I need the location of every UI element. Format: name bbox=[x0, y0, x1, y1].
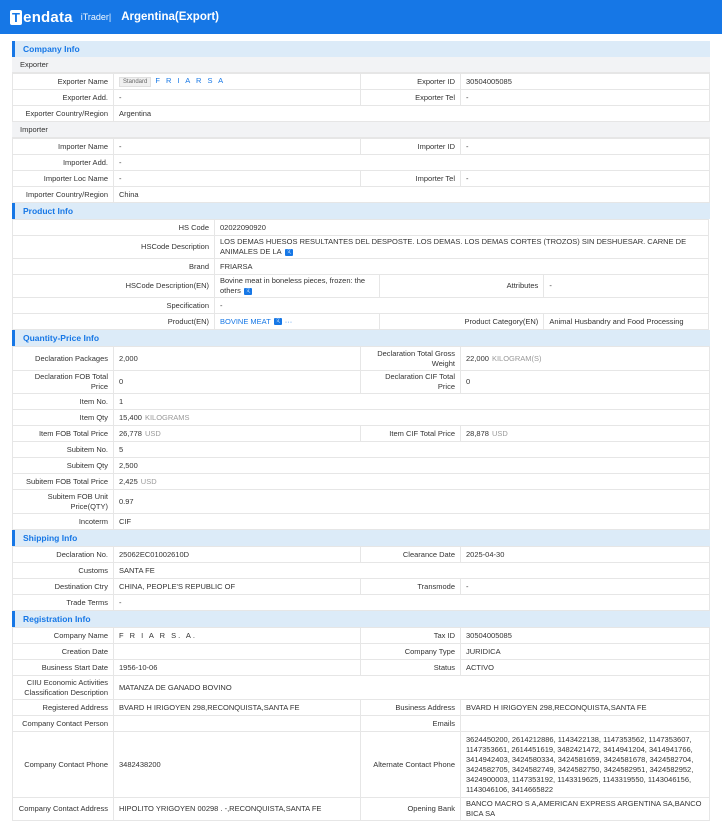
shipping-table bbox=[12, 546, 710, 611]
exporter-add: - bbox=[114, 90, 361, 106]
reg-addr: BVARD H IRIGOYEN 298,RECONQUISTA,SANTA FE bbox=[114, 700, 361, 716]
category-label: Product Category(EN) bbox=[379, 314, 544, 330]
decl-fob-label: Declaration FOB Total Price bbox=[13, 371, 114, 394]
dest-label: Destination Ctry bbox=[13, 579, 114, 595]
item-fob-unit: USD bbox=[144, 428, 161, 438]
hs-desc-label: HSCode Description bbox=[13, 236, 215, 259]
translate-icon[interactable]: 文 bbox=[286, 248, 292, 255]
product-en-link[interactable]: BOVINE MEAT bbox=[220, 316, 271, 326]
dest: CHINA, PEOPLE'S REPUBLIC OF bbox=[114, 579, 361, 595]
hs-desc-en: Bovine meat in boneless pieces, frozen: the others bbox=[220, 276, 366, 295]
importer-add: - bbox=[114, 155, 710, 171]
contact-addr: HIPOLITO YRIGOYEN 00298 . -,RECONQUISTA,SANTA FE bbox=[114, 798, 361, 821]
alt-phone-label: Alternate Contact Phone bbox=[361, 732, 461, 798]
hs-desc-en-cell bbox=[215, 275, 380, 298]
contact-person bbox=[114, 716, 361, 732]
importer-id: - bbox=[461, 139, 710, 155]
product-name: iTrader| bbox=[80, 12, 112, 22]
subitem-no: 5 bbox=[114, 442, 710, 458]
biz-addr-label: Business Address bbox=[361, 700, 461, 716]
exporter-name-cell bbox=[114, 74, 361, 90]
exporter-country-label: Exporter Country/Region bbox=[13, 106, 114, 122]
section-quantity-price: Quantity-Price Info bbox=[12, 330, 710, 346]
decl-cif-label: Declaration CIF Total Price bbox=[361, 371, 461, 394]
status: ACTIVO bbox=[461, 660, 710, 676]
ciiu: MATANZA DE GANADO BOVINO bbox=[114, 676, 710, 700]
exporter-table bbox=[12, 73, 710, 122]
registration-table bbox=[12, 627, 710, 821]
brand-label: Brand bbox=[13, 259, 215, 275]
customs: SANTA FE bbox=[114, 563, 710, 579]
translate-icon[interactable]: 文 bbox=[275, 318, 281, 325]
decl-no: 25062EC01002610D bbox=[114, 547, 361, 563]
more-icon[interactable]: ··· bbox=[284, 316, 293, 326]
customs-label: Customs bbox=[13, 563, 114, 579]
exporter-name-link[interactable]: F R I A R S A bbox=[155, 76, 226, 85]
item-cif-label: Item CIF Total Price bbox=[361, 426, 461, 442]
transmode-label: Transmode bbox=[361, 579, 461, 595]
importer-loc-label: Importer Loc Name bbox=[13, 171, 114, 187]
status-label: Status bbox=[361, 660, 461, 676]
product-en-cell bbox=[215, 314, 380, 330]
hs-desc: LOS DEMAS HUESOS RESULTANTES DEL DESPOSTE. LOS DEMAS. LOS DEMAS CORTES (TROZOS) SIN DESHUESAR. CARNE DE ANIMALES DE LA bbox=[220, 237, 687, 256]
item-fob-label: Item FOB Total Price bbox=[13, 426, 114, 442]
attributes: - bbox=[544, 275, 709, 298]
importer-heading: Importer bbox=[12, 122, 710, 138]
biz-addr: BVARD H IRIGOYEN 298,RECONQUISTA,SANTA FE bbox=[461, 700, 710, 716]
bank: BANCO MACRO S A,AMERICAN EXPRESS ARGENTINA SA,BANCO BICA SA bbox=[461, 798, 710, 821]
subitem-no-label: Subitem No. bbox=[13, 442, 114, 458]
exporter-add-label: Exporter Add. bbox=[13, 90, 114, 106]
company-type-label: Company Type bbox=[361, 644, 461, 660]
importer-add-label: Importer Add. bbox=[13, 155, 114, 171]
company-type: JURIDICA bbox=[461, 644, 710, 660]
importer-tel-label: Importer Tel bbox=[361, 171, 461, 187]
subitem-fob-unit: USD bbox=[140, 476, 157, 486]
decl-packages-label: Declaration Packages bbox=[13, 347, 114, 371]
brand-logo-text: endata bbox=[23, 8, 73, 26]
trade-terms: - bbox=[114, 595, 710, 611]
item-fob-cell bbox=[114, 426, 361, 442]
decl-gross-unit: KILOGRAM(S) bbox=[491, 353, 542, 363]
decl-no-label: Declaration No. bbox=[13, 547, 114, 563]
subitem-unit-label: Subitem FOB Unit Price(QTY) bbox=[13, 490, 114, 514]
importer-name-label: Importer Name bbox=[13, 139, 114, 155]
item-cif: 28,878 bbox=[466, 428, 489, 438]
translate-icon[interactable]: 文 bbox=[245, 287, 251, 294]
exporter-id-label: Exporter ID bbox=[361, 74, 461, 90]
emails-label: Emails bbox=[361, 716, 461, 732]
company-name-label: Company Name bbox=[13, 628, 114, 644]
emails bbox=[461, 716, 710, 732]
decl-cif: 0 bbox=[461, 371, 710, 394]
contact-person-label: Company Contact Person bbox=[13, 716, 114, 732]
attributes-label: Attributes bbox=[379, 275, 544, 298]
tax-id-label: Tax ID bbox=[361, 628, 461, 644]
incoterm: CIF bbox=[114, 514, 710, 530]
standard-tag: Standard bbox=[119, 77, 151, 87]
subitem-fob-label: Subitem FOB Total Price bbox=[13, 474, 114, 490]
ciiu-label: CIIU Economic Activities Classification Description bbox=[13, 676, 114, 700]
hs-desc-en-label: HSCode Description(EN) bbox=[13, 275, 215, 298]
reg-addr-label: Registered Address bbox=[13, 700, 114, 716]
item-qty-unit: KILOGRAMS bbox=[144, 412, 190, 422]
trade-terms-label: Trade Terms bbox=[13, 595, 114, 611]
section-registration-info: Registration Info bbox=[12, 611, 710, 627]
item-no-label: Item No. bbox=[13, 394, 114, 410]
item-fob: 26,778 bbox=[119, 428, 142, 438]
exporter-tel-label: Exporter Tel bbox=[361, 90, 461, 106]
section-shipping-info: Shipping Info bbox=[12, 530, 710, 546]
importer-tel: - bbox=[461, 171, 710, 187]
hs-code: 02022090920 bbox=[215, 220, 709, 236]
exporter-name-label: Exporter Name bbox=[13, 74, 114, 90]
exporter-id: 30504005085 bbox=[461, 74, 710, 90]
contact-addr-label: Company Contact Address bbox=[13, 798, 114, 821]
item-cif-cell bbox=[461, 426, 710, 442]
product-table bbox=[12, 219, 709, 330]
company-name-link[interactable]: F R I A R S. A. bbox=[114, 628, 361, 644]
business-start-label: Business Start Date bbox=[13, 660, 114, 676]
subitem-qty: 2,500 bbox=[114, 458, 710, 474]
brand-logo-mark: T bbox=[12, 9, 21, 25]
decl-gross-cell bbox=[461, 347, 710, 371]
item-qty-cell bbox=[114, 410, 710, 426]
decl-packages: 2,000 bbox=[114, 347, 361, 371]
item-no: 1 bbox=[114, 394, 710, 410]
clearance: 2025-04-30 bbox=[461, 547, 710, 563]
importer-id-label: Importer ID bbox=[361, 139, 461, 155]
decl-gross: 22,000 bbox=[466, 353, 489, 363]
business-start: 1956-10-06 bbox=[114, 660, 361, 676]
alt-phone: 3624450200, 2614212886, 1143422138, 1147353562, 1147353607, 1147353661, 2614451619, 3482421472, 3414941204, 3414941766, 3414942403, 3424580334, 3424581659, 3424581678, 3424582704, 3424582705, 3424582749, 3424582750, 3424582951, 3424582952, 3424900003, 1147353192, 1143319625, 1143319550, 1143046156, 1143046106, 3414665822 bbox=[461, 732, 710, 798]
creation-label: Creation Date bbox=[13, 644, 114, 660]
subitem-fob: 2,425 bbox=[119, 476, 138, 486]
hs-desc-cell bbox=[215, 236, 709, 259]
product-en-label: Product(EN) bbox=[13, 314, 215, 330]
exporter-heading: Exporter bbox=[12, 57, 710, 73]
decl-fob: 0 bbox=[114, 371, 361, 394]
top-bar bbox=[0, 0, 722, 34]
hs-code-label: HS Code bbox=[13, 220, 215, 236]
item-cif-unit: USD bbox=[491, 428, 508, 438]
importer-table bbox=[12, 138, 710, 203]
spec-label: Specification bbox=[13, 298, 215, 314]
importer-country: China bbox=[114, 187, 710, 203]
quantity-table bbox=[12, 346, 710, 530]
exporter-country: Argentina bbox=[114, 106, 710, 122]
exporter-tel: - bbox=[461, 90, 710, 106]
bank-label: Opening Bank bbox=[361, 798, 461, 821]
item-qty: 15,400 bbox=[119, 412, 142, 422]
transmode: - bbox=[461, 579, 710, 595]
subitem-fob-cell bbox=[114, 474, 710, 490]
brand-logo[interactable] bbox=[10, 9, 73, 26]
importer-loc: - bbox=[114, 171, 361, 187]
subitem-unit: 0.97 bbox=[114, 490, 710, 514]
importer-country-label: Importer Country/Region bbox=[13, 187, 114, 203]
spec: - bbox=[215, 298, 709, 314]
importer-name: - bbox=[114, 139, 361, 155]
clearance-label: Clearance Date bbox=[361, 547, 461, 563]
contact-phone-label: Company Contact Phone bbox=[13, 732, 114, 798]
incoterm-label: Incoterm bbox=[13, 514, 114, 530]
tax-id: 30504005085 bbox=[461, 628, 710, 644]
brand-value: FRIARSA bbox=[215, 259, 709, 275]
section-company-info: Company Info bbox=[12, 41, 710, 57]
item-qty-label: Item Qty bbox=[13, 410, 114, 426]
category: Animal Husbandry and Food Processing bbox=[544, 314, 709, 330]
creation bbox=[114, 644, 361, 660]
page-title: Argentina(Export) bbox=[121, 11, 219, 23]
decl-gross-label: Declaration Total Gross Weight bbox=[361, 347, 461, 371]
contact-phone: 3482438200 bbox=[114, 732, 361, 798]
subitem-qty-label: Subitem Qty bbox=[13, 458, 114, 474]
section-product-info: Product Info bbox=[12, 203, 710, 219]
